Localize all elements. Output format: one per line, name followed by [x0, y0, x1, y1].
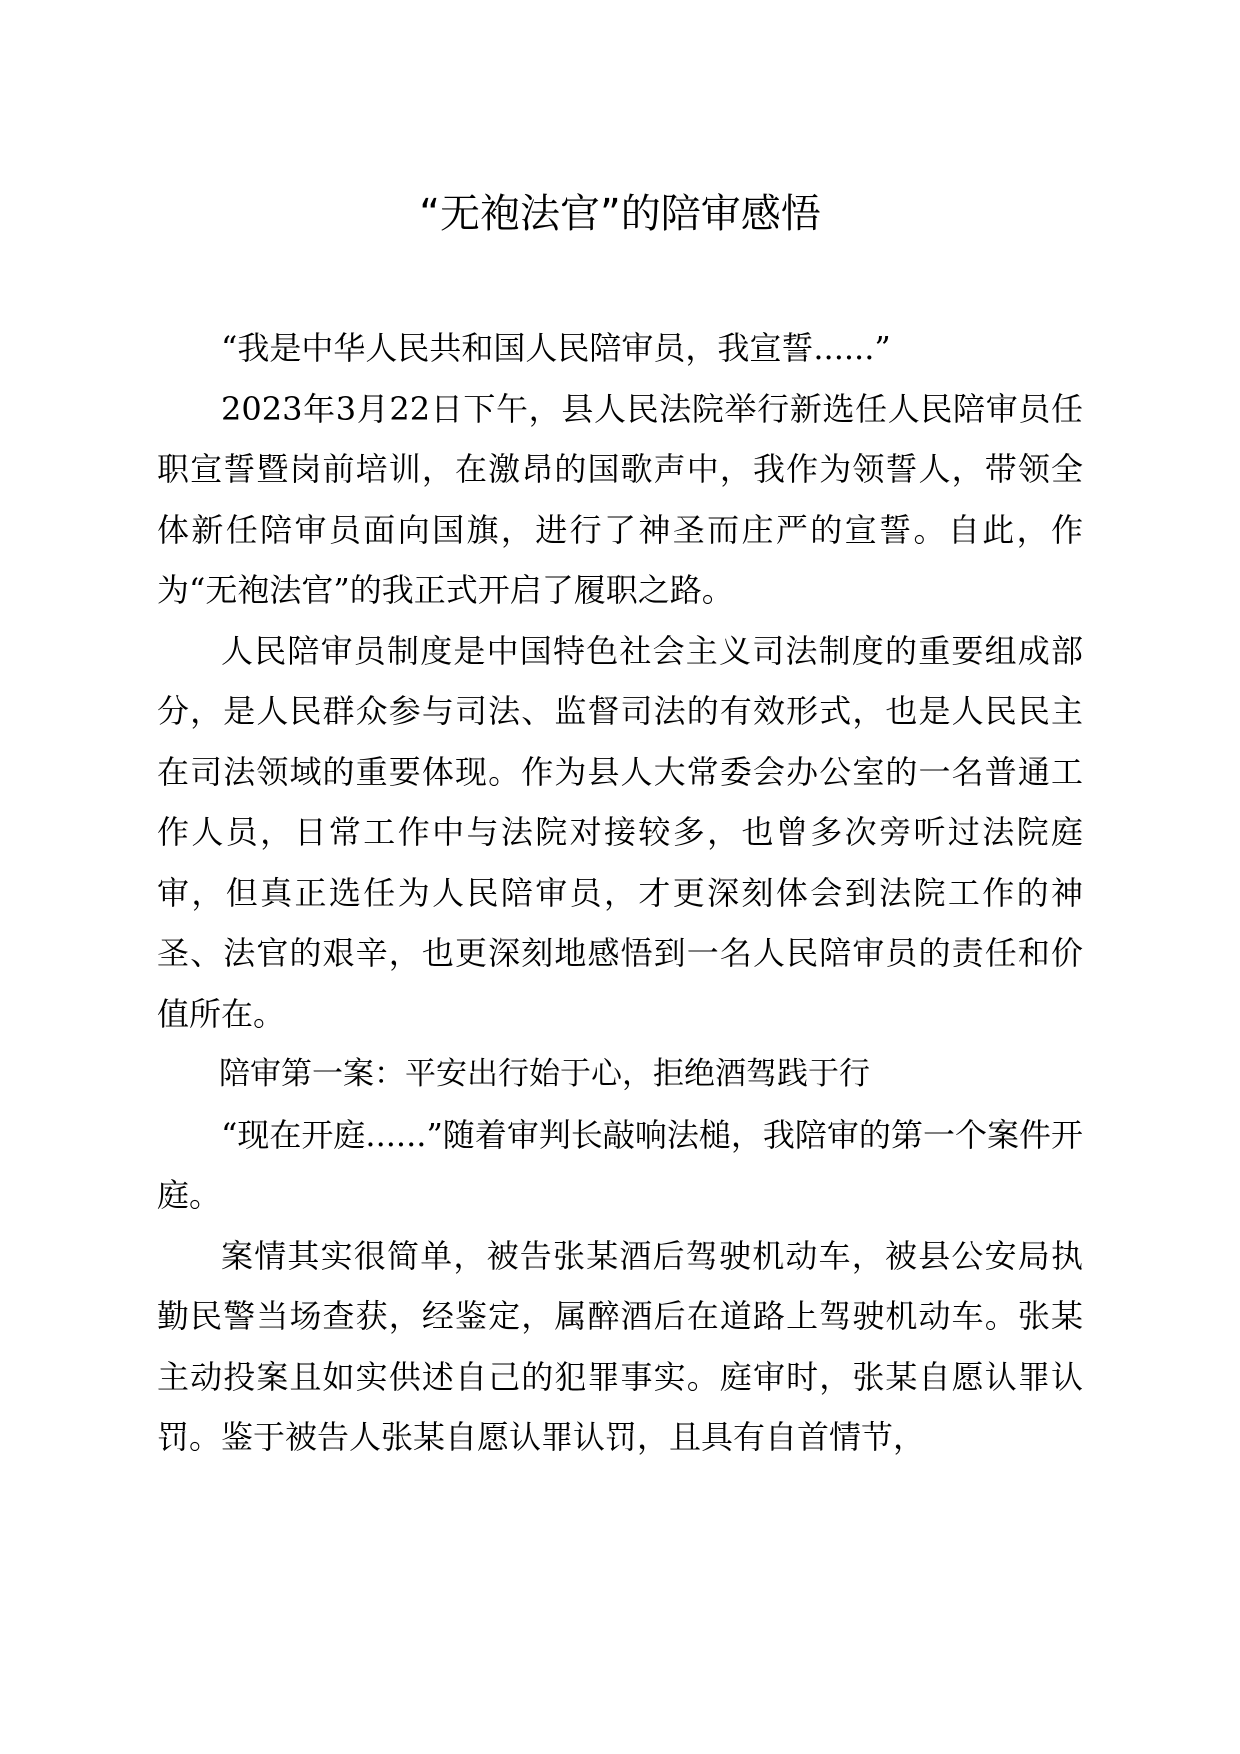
section-heading: 陪审第一案：平安出行始于心，拒绝酒驾践于行 [219, 1056, 870, 1092]
document-title: “无袍法官”的陪审感悟 [419, 191, 821, 237]
paragraph-oath: “我是中华人民共和国人民陪审员，我宣誓......” [221, 329, 891, 367]
paragraph-case-details: 案情其实很简单，被告张某酒后驾驶机动车，被县公安局执勤民警当场查获，经鉴定，属醉酒后在道路上驾驶机动车。张某主动投案且如实供述自己的犯罪事实。庭审时，张某自愿认罪认罚。鉴于被告人张某自愿认罪认罚，且具有自首情节， [157, 1236, 1083, 1456]
document-body [157, 318, 1083, 1468]
paragraph-ceremony: 2023年3月22日下午，县人民法院举行新选任人民陪审员任职宣誓暨岗前培训，在激昂的国歌声中，我作为领誓人，带领全体新任陪审员面向国旗，进行了神圣而庄严的宣誓。自此，作为“无袍法官”的我正式开启了履职之路。 [157, 389, 1083, 609]
paragraph-court-opening: “现在开庭......”随着审判长敲响法槌，我陪审的第一个案件开庭。 [157, 1115, 1083, 1214]
paragraph-system: 人民陪审员制度是中国特色社会主义司法制度的重要组成部分，是人民群众参与司法、监督司法的有效形式，也是人民民主在司法领域的重要体现。作为县人大常委会办公室的一名普通工作人员，日常工作中与法院对接较多，也曾多次旁听过法院庭审，但真正选任为人民陪审员，才更深刻体会到法院工作的神圣、法官的艰辛，也更深刻地感悟到一名人民陪审员的责任和价值所在。 [157, 631, 1083, 1033]
